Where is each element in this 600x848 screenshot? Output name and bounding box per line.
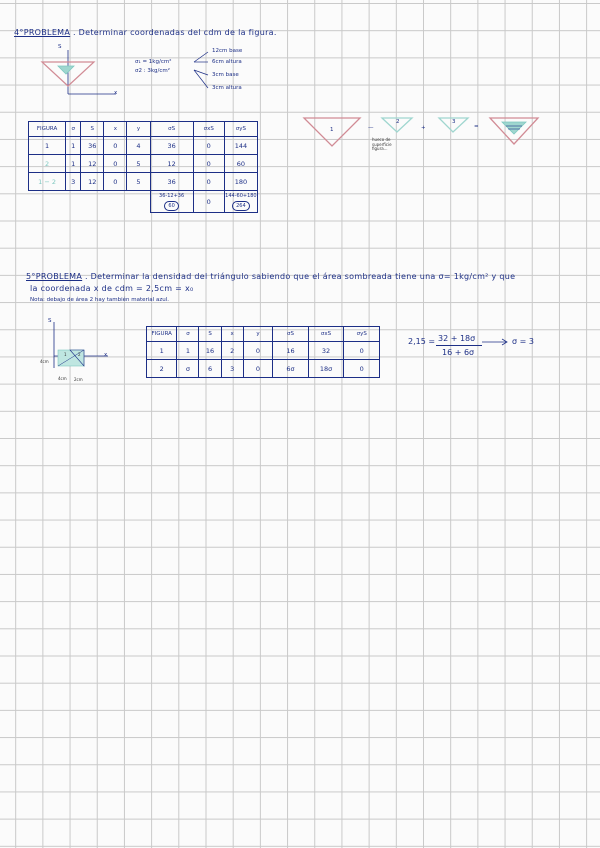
p5-eq-numerator: 32 + 18σ (438, 334, 476, 343)
comp-equals: = (474, 124, 479, 130)
p5-label-2: 2 (78, 352, 81, 357)
problem-5-heading (26, 272, 515, 281)
table-header-row: FIGURA σ S x y σS σxS σyS (147, 327, 380, 342)
p4-sigma-1: σ₁ = 1kg/cm² (135, 59, 172, 65)
problem-5-note: Nota: debajo de área 2 hay también material azul. (30, 297, 169, 303)
p5-dim-bottom-2: 2cm (74, 377, 83, 382)
comp-plus: + (421, 125, 426, 131)
col-sigma-ys: σyS (224, 122, 257, 137)
p5-eq-result: σ = 3 (512, 337, 534, 346)
p4-dim-1: 12cm base (212, 48, 243, 54)
table-row: 1 1 16 2 0 16 32 0 (147, 342, 380, 360)
problem-4-heading (14, 28, 277, 37)
table-header-row (29, 122, 258, 137)
p4-axis-x-label: x (114, 90, 118, 96)
p5-eq-left: 2,15 = (408, 337, 436, 346)
p5-axis-y-label: S (48, 318, 52, 324)
arrow-right-icon (482, 338, 510, 346)
comp-label-3: 3 (452, 119, 456, 125)
col-s: S (81, 122, 104, 137)
col-sigma: σ (66, 122, 81, 137)
col-x: x (104, 122, 127, 137)
problem-4-table (28, 121, 258, 213)
p5-fraction-bar (436, 345, 482, 346)
problem-5-statement: . Determinar la densidad del triángulo sabiendo que el área sombreada tiene una σ= 1kg/cm² y que (85, 272, 516, 281)
p5-axis-x-label: x (104, 352, 108, 358)
problem-4-statement: . Determinar coordenadas del cdm de la figura. (73, 28, 277, 37)
comp-label-1: 1 (330, 127, 334, 133)
p5-label-1: 1 (64, 352, 67, 357)
comp-label-2: 2 (396, 119, 400, 125)
table-row: 1 − 2 3 12 0 5 36 0 180 (29, 173, 258, 191)
table-row: 1 1 36 0 4 36 0 144 (29, 137, 258, 155)
problem-4-axes-diagram (38, 46, 118, 96)
col-figura: FIGURA (29, 122, 66, 137)
total-sigma-ys: 144-60+180 264 (224, 191, 257, 213)
problem-5-line2: la coordenada x de cdm = 2,5cm = x₀ (30, 284, 194, 293)
problem-4-composition-diagram (302, 116, 542, 156)
p4-dim-4: 3cm altura (212, 85, 242, 91)
p4-sigma-2: σ2 : 3kg/cm² (135, 68, 170, 74)
p4-axis-y-label: S (58, 44, 62, 50)
p5-dim-left: 4cm (40, 359, 49, 364)
table-row: 2 σ 6 3 0 6σ 18σ 0 (147, 360, 380, 378)
p4-dim-2: 6cm altura (212, 59, 242, 65)
p4-dim-3: 3cm base (212, 72, 239, 78)
problem-5-diagram (40, 320, 110, 380)
p5-eq-denominator: 16 + 6σ (442, 348, 475, 357)
table-row: 2 1 12 0 5 12 0 60 (29, 155, 258, 173)
problem-5-table (146, 326, 380, 378)
problem-5-number: 5°PROBLEMA (26, 272, 83, 281)
table-totals-row (29, 191, 258, 213)
p4-dimension-arrows (194, 50, 214, 90)
comp-note: hueco de superficie figura... (372, 137, 392, 151)
col-sigma-s: σS (150, 122, 193, 137)
problem-4-number: 4°PROBLEMA (14, 28, 71, 37)
p5-dim-bottom-1: 4cm (58, 376, 67, 381)
col-sigma-xs: σxS (193, 122, 224, 137)
comp-minus: — (368, 125, 374, 131)
total-sigma-s: 36-12+36 60 (150, 191, 193, 213)
col-y: y (127, 122, 150, 137)
total-sigma-xs: 0 (193, 191, 224, 213)
